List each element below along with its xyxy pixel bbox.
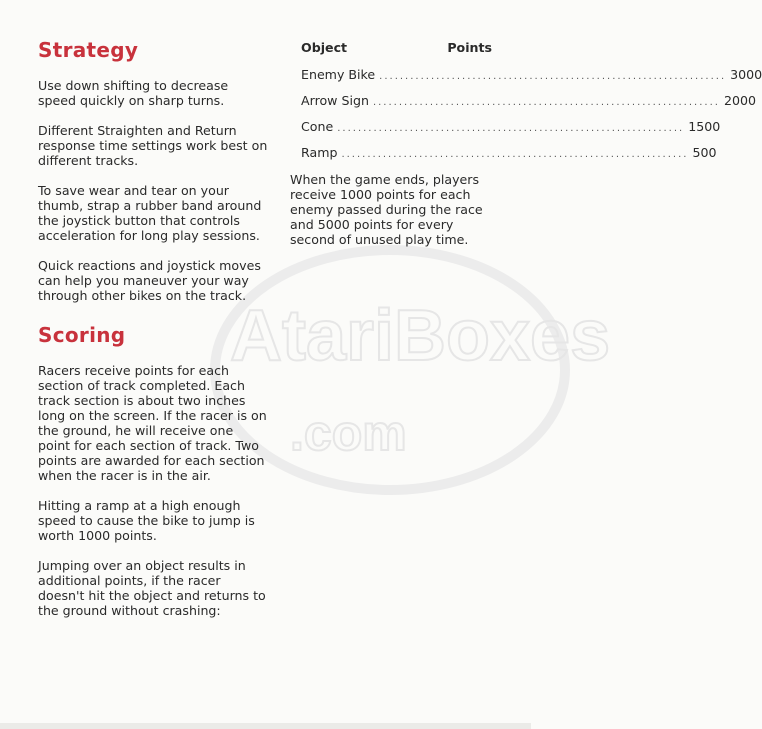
dot-leader	[379, 69, 726, 84]
dot-leader	[337, 121, 684, 136]
table-row	[301, 119, 721, 136]
watermark-text: AtariBoxes	[230, 296, 611, 376]
object-name: Ramp	[301, 145, 338, 160]
object-name: Enemy Bike	[301, 67, 376, 82]
strategy-paragraph: To save wear and tear on your thumb, strap a rubber band around the joystick button that controls acceleration for long play sessions.	[38, 183, 262, 243]
strategy-heading: Strategy	[38, 38, 139, 62]
table-row	[301, 145, 717, 162]
header-object: Object	[301, 40, 348, 55]
object-name: Arrow Sign	[301, 93, 369, 108]
watermark-text-domain: .com	[290, 405, 407, 461]
left-column	[38, 38, 268, 633]
dot-leader	[373, 95, 720, 110]
scoring-paragraph: Racers receive points for each section of track completed. Each track section is about two inches long on the screen. If the racer is on the ground, he will receive one point for each section of track. Two points are awarded for each section when the racer is in the air.	[38, 363, 267, 483]
scoring-heading: Scoring	[38, 323, 126, 347]
object-points: 2000	[723, 93, 756, 108]
right-column	[290, 40, 762, 247]
strategy-paragraph: Quick reactions and joystick moves can help you maneuver your way through other bikes on the track.	[38, 258, 261, 303]
points-table-header	[301, 40, 492, 55]
table-row	[301, 93, 756, 110]
strategy-paragraph: Different Straighten and Return response time settings work best on different tracks.	[38, 123, 268, 168]
scoring-paragraph: Jumping over an object results in additional points, if the racer doesn't hit the object and returns to the ground without crashing:	[38, 558, 266, 618]
object-points: 500	[692, 145, 717, 160]
page-bottom-edge	[0, 723, 531, 729]
object-points: 1500	[688, 119, 721, 134]
watermark	[230, 250, 611, 490]
header-points: Points	[447, 40, 492, 55]
strategy-paragraph: Use down shifting to decrease speed quickly on sharp turns.	[38, 78, 229, 108]
object-points: 3000	[730, 67, 762, 82]
table-row	[301, 67, 762, 84]
end-game-paragraph: When the game ends, players receive 1000 points for each enemy passed during the race and 5000 points for every second of unused play time.	[290, 172, 483, 247]
dot-leader	[341, 147, 688, 162]
object-name: Cone	[301, 119, 334, 134]
scoring-paragraph: Hitting a ramp at a high enough speed to cause the bike to jump is worth 1000 points.	[38, 498, 255, 543]
